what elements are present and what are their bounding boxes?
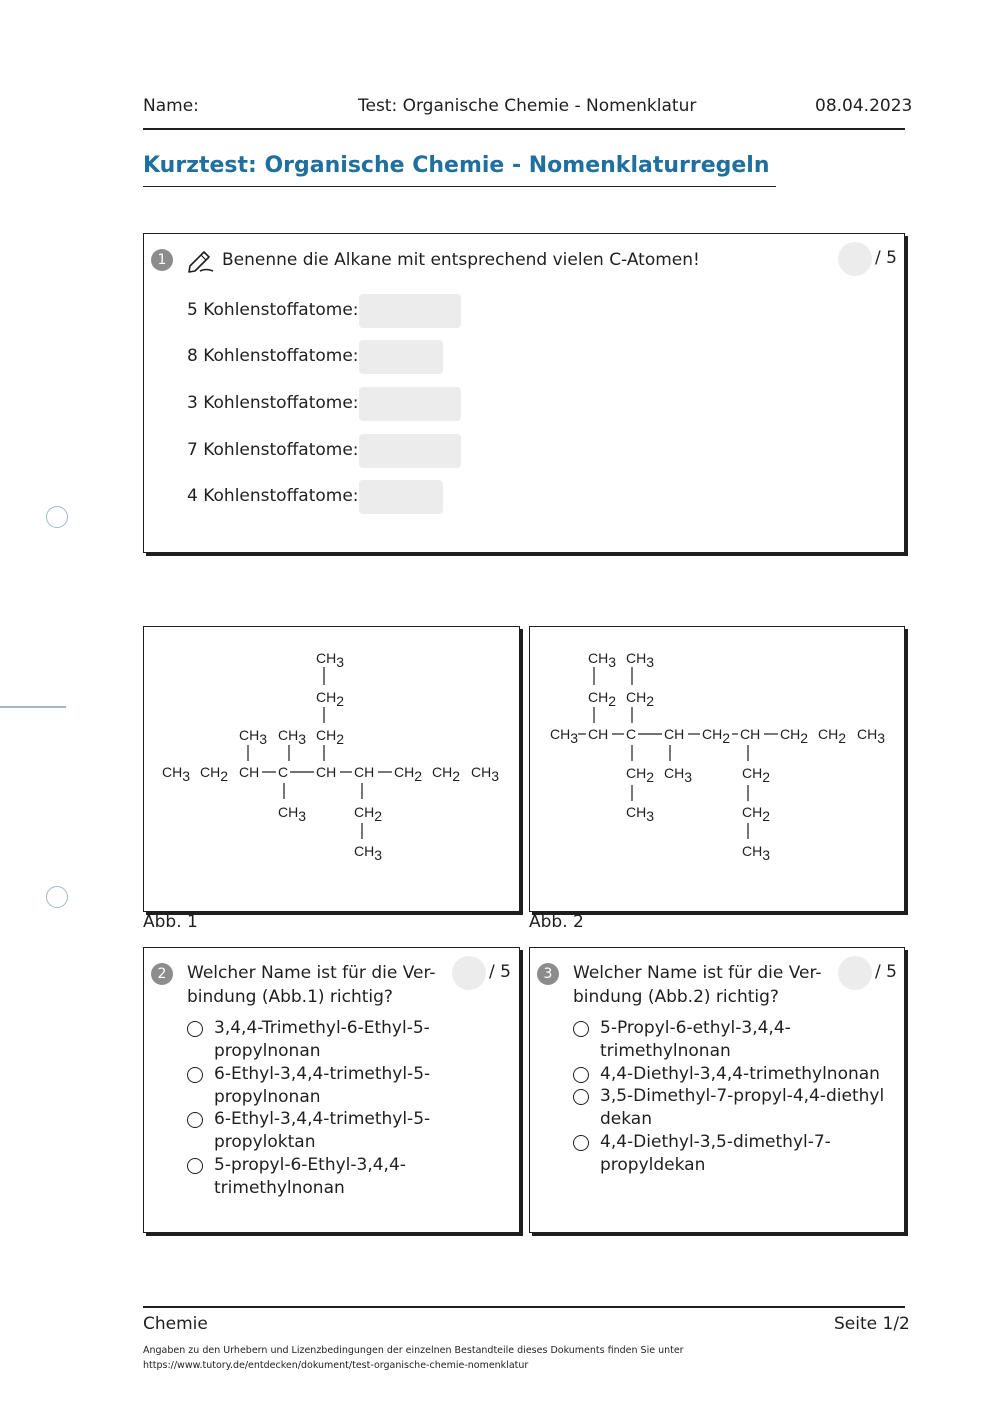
- svg-text:CH3: CH3: [664, 765, 693, 785]
- chem-label: [588, 726, 608, 742]
- figure1-structure: [144, 627, 519, 911]
- title-underline: [143, 186, 776, 187]
- chem-label: [394, 764, 422, 784]
- svg-text:CH2: CH2: [742, 804, 771, 824]
- chem-label: [664, 765, 692, 785]
- task3-prompt-line1: Welcher Name ist für die Ver-: [573, 963, 822, 983]
- svg-text:CH3: CH3: [588, 650, 617, 670]
- task2-score-field[interactable]: [452, 956, 486, 990]
- chem-label: [354, 843, 382, 863]
- chem-label: [278, 804, 306, 824]
- test-date: 08.04.2023: [815, 96, 913, 116]
- task2-option-line1: 3,4,4-Trimethyl-6-Ethyl-5-: [214, 1018, 430, 1038]
- task2-option-line2: trimethylnonan: [214, 1178, 345, 1198]
- svg-text:C: C: [278, 764, 289, 780]
- license-notice: Angaben zu den Urhebern und Lizenzbedingungen der einzelnen Bestandteile dieses Dokuments finden Sie unter: [143, 1345, 684, 1356]
- svg-text:CH3: CH3: [239, 727, 268, 747]
- svg-text:CH2: CH2: [702, 726, 731, 746]
- svg-text:CH3: CH3: [162, 764, 191, 784]
- chem-label: [742, 843, 770, 863]
- license-link[interactable]: https://www.tutory.de/entdecken/dokument/test-organische-chemie-nomenklatur: [143, 1360, 529, 1371]
- svg-text:CH3: CH3: [626, 804, 655, 824]
- header-divider: [143, 128, 905, 130]
- task1-answer-field[interactable]: [359, 480, 443, 514]
- task2-prompt-line2: bindung (Abb.1) richtig?: [187, 987, 393, 1007]
- task2-option-line2: propyloktan: [214, 1132, 316, 1152]
- svg-text:CH3: CH3: [316, 650, 345, 670]
- task1-item-label: 4 Kohlenstoffatome:: [187, 486, 359, 506]
- chem-label: [626, 765, 654, 785]
- chem-label: [316, 727, 344, 747]
- chem-label: [780, 726, 808, 746]
- task3-option-line1: 5-Propyl-6-ethyl-3,4,4-: [600, 1018, 791, 1038]
- task2-option-radio[interactable]: [187, 1112, 203, 1128]
- task2-option-radio[interactable]: [187, 1158, 203, 1174]
- svg-text:CH3: CH3: [626, 650, 655, 670]
- chem-label: [857, 726, 885, 746]
- task2-number: 2: [151, 963, 173, 985]
- task1-item-label: 3 Kohlenstoffatome:: [187, 393, 359, 413]
- svg-text:CH2: CH2: [818, 726, 847, 746]
- task3-score-max: / 5: [875, 962, 897, 982]
- chem-label: [742, 765, 770, 785]
- page-title: Kurztest: Organische Chemie - Nomenklaturregeln: [143, 153, 770, 178]
- task3-option-radio[interactable]: [573, 1135, 589, 1151]
- task2-option-line1: 6-Ethyl-3,4,4-trimethyl-5-: [214, 1064, 431, 1084]
- task2-option-line1: 5-propyl-6-Ethyl-3,4,4-: [214, 1155, 406, 1175]
- name-label: Name:: [143, 96, 199, 116]
- svg-text:CH3: CH3: [354, 843, 383, 863]
- chem-label: [354, 804, 382, 824]
- task2-option-line2: propylnonan: [214, 1041, 321, 1061]
- chem-label: [316, 689, 344, 709]
- task3-option-line2: dekan: [600, 1109, 652, 1129]
- chem-label: [316, 650, 344, 670]
- chem-label: [740, 726, 760, 742]
- figure1-box: [143, 626, 520, 912]
- punch-hole-bottom: [46, 886, 68, 908]
- chem-label: [702, 726, 730, 746]
- chem-label: [588, 650, 616, 670]
- svg-text:CH3: CH3: [742, 843, 771, 863]
- task3-option-radio[interactable]: [573, 1021, 589, 1037]
- task2-score-max: / 5: [489, 962, 511, 982]
- svg-text:CH2: CH2: [394, 764, 423, 784]
- figure1-caption: Abb. 1: [143, 912, 198, 932]
- chem-label: [626, 804, 654, 824]
- svg-text:CH: CH: [740, 726, 761, 742]
- svg-text:CH: CH: [316, 764, 337, 780]
- task3-option-line1: 3,5-Dimethyl-7-propyl-4,4-diethyl: [600, 1086, 885, 1106]
- task1-item-label: 7 Kohlenstoffatome:: [187, 440, 359, 460]
- chem-label: [354, 764, 374, 780]
- pencil-icon: [186, 246, 216, 278]
- chem-label: [588, 689, 616, 709]
- task3-option-radio[interactable]: [573, 1067, 589, 1083]
- task1-number: 1: [151, 249, 173, 271]
- footer-subject: Chemie: [143, 1314, 208, 1334]
- chem-label: [818, 726, 846, 746]
- svg-text:C: C: [626, 726, 637, 742]
- task3-option-line1: 4,4-Diethyl-3,5-dimethyl-7-: [600, 1132, 831, 1152]
- svg-text:CH3: CH3: [471, 764, 500, 784]
- chem-label: [550, 726, 578, 746]
- chem-label: [626, 726, 636, 742]
- task1-item-label: 5 Kohlenstoffatome:: [187, 300, 359, 320]
- svg-text:CH2: CH2: [626, 765, 655, 785]
- punch-hole-top: [46, 506, 68, 528]
- svg-text:CH3: CH3: [550, 726, 579, 746]
- svg-text:CH: CH: [588, 726, 609, 742]
- svg-text:CH2: CH2: [588, 689, 617, 709]
- svg-text:CH3: CH3: [278, 727, 307, 747]
- footer-page-number: Seite 1/2: [834, 1314, 910, 1334]
- task1-score-max: / 5: [875, 248, 897, 268]
- task3-option-line1: 4,4-Diethyl-3,4,4-trimethylnonan: [600, 1064, 880, 1084]
- figure2-box: [529, 626, 905, 912]
- task2-option-radio[interactable]: [187, 1021, 203, 1037]
- chem-label: [278, 764, 288, 780]
- figure2-caption: Abb. 2: [529, 912, 584, 932]
- chem-label: [239, 727, 267, 747]
- chem-label: [626, 650, 654, 670]
- task2-option-line2: propylnonan: [214, 1087, 321, 1107]
- svg-text:CH2: CH2: [780, 726, 809, 746]
- task1-answer-field[interactable]: [359, 294, 461, 328]
- chem-label: [239, 764, 259, 780]
- task2-option-radio[interactable]: [187, 1067, 203, 1083]
- task3-score-field[interactable]: [838, 956, 872, 990]
- figure2-structure: [530, 627, 904, 911]
- footer-divider: [143, 1306, 905, 1308]
- svg-text:CH: CH: [354, 764, 375, 780]
- svg-text:CH2: CH2: [354, 804, 383, 824]
- chem-label: [471, 764, 499, 784]
- svg-text:CH2: CH2: [316, 727, 345, 747]
- task1-answer-field[interactable]: [359, 340, 443, 374]
- task3-option-line2: propyldekan: [600, 1155, 706, 1175]
- chem-label: [626, 689, 654, 709]
- task3-prompt-line2: bindung (Abb.2) richtig?: [573, 987, 779, 1007]
- fold-mark: [0, 706, 66, 708]
- chem-label: [316, 764, 336, 780]
- svg-text:CH2: CH2: [200, 764, 229, 784]
- task1-score-field[interactable]: [838, 242, 872, 276]
- task2-option-line1: 6-Ethyl-3,4,4-trimethyl-5-: [214, 1109, 431, 1129]
- svg-text:CH3: CH3: [278, 804, 307, 824]
- task3-number: 3: [537, 963, 559, 985]
- chem-label: [200, 764, 228, 784]
- task1-prompt: Benenne die Alkane mit entsprechend vielen C-Atomen!: [222, 250, 700, 270]
- task2-prompt-line1: Welcher Name ist für die Ver-: [187, 963, 436, 983]
- chem-label: [664, 726, 684, 742]
- chem-label: [278, 727, 306, 747]
- test-title: Test: Organische Chemie - Nomenklatur: [358, 96, 697, 116]
- svg-text:CH2: CH2: [432, 764, 461, 784]
- svg-text:CH2: CH2: [626, 689, 655, 709]
- task1-item-label: 8 Kohlenstoffatome:: [187, 346, 359, 366]
- chem-label: [162, 764, 190, 784]
- svg-text:CH3: CH3: [857, 726, 886, 746]
- task1-answer-field[interactable]: [359, 434, 461, 468]
- chem-label: [432, 764, 460, 784]
- svg-text:CH2: CH2: [316, 689, 345, 709]
- chem-label: [742, 804, 770, 824]
- task1-answer-field[interactable]: [359, 387, 461, 421]
- svg-text:CH: CH: [239, 764, 260, 780]
- svg-text:CH2: CH2: [742, 765, 771, 785]
- task3-option-line2: trimethylnonan: [600, 1041, 731, 1061]
- svg-text:CH: CH: [664, 726, 685, 742]
- task3-option-radio[interactable]: [573, 1089, 589, 1105]
